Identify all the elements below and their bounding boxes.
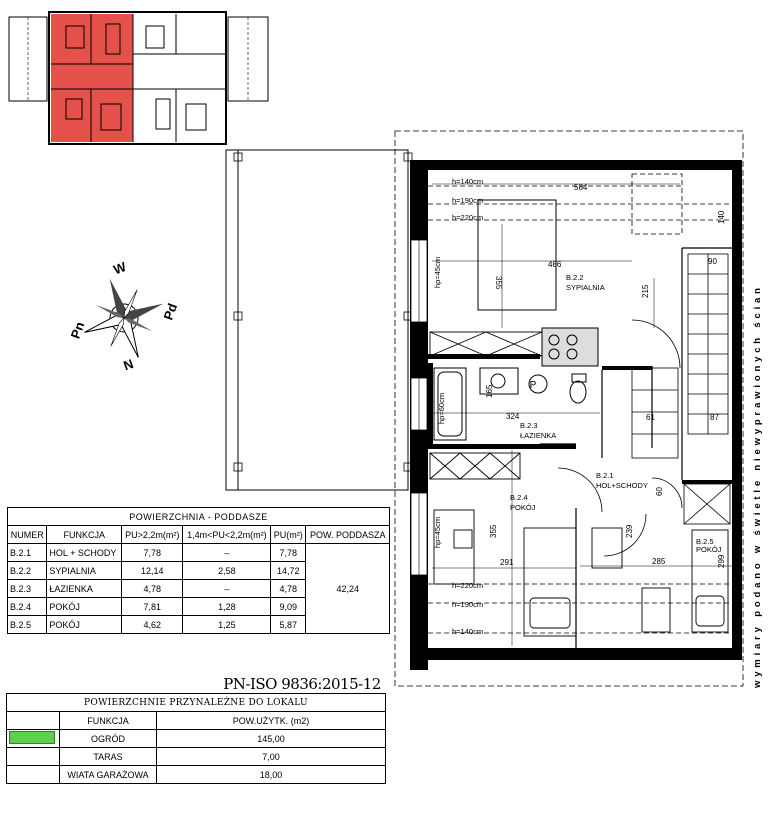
dim-60: 60 xyxy=(655,487,664,496)
cell: WIATA GARAŻOWA xyxy=(60,766,157,784)
side-note: wymiary podano w świetle niewyprawionych ścian xyxy=(752,287,763,688)
dim-61: 61 xyxy=(646,413,655,422)
cell: 9,09 xyxy=(271,598,306,616)
dim-285: 285 xyxy=(652,557,666,566)
h-top-2: h=190cm xyxy=(452,196,484,205)
room-b21-code: B.2.1 xyxy=(596,471,614,480)
dim-324: 324 xyxy=(506,412,520,421)
extra-table-header xyxy=(7,712,386,730)
compass-e: Pn xyxy=(67,319,88,341)
cell: B.2.2 xyxy=(8,562,47,580)
cell: 7,78 xyxy=(122,544,183,562)
h-top-3: h=220cm xyxy=(452,213,484,222)
dim-355b: 355 xyxy=(489,524,498,538)
h-bottom-2: h=190cm xyxy=(452,600,484,609)
cell: – xyxy=(183,580,271,598)
cell: 1,25 xyxy=(183,616,271,634)
room-b22-name: SYPIALNIA xyxy=(566,283,605,292)
cell: 18,00 xyxy=(157,766,386,784)
cell: SYPIALNIA xyxy=(47,562,122,580)
table-row xyxy=(7,748,386,766)
room-b24-code: B.2.4 xyxy=(510,493,528,502)
cell: POKÓJ xyxy=(47,598,122,616)
parking-symbol: P xyxy=(529,380,537,391)
header-funkcja: FUNKCJA xyxy=(47,526,122,544)
cell: 2,58 xyxy=(183,562,271,580)
header-pow-uzytk: POW.UŻYTK. (m2) xyxy=(157,712,386,730)
table-row xyxy=(7,730,386,748)
floor-plan xyxy=(392,128,768,688)
h-bottom-3: h=140cm xyxy=(452,627,484,636)
cell: OGRÓD xyxy=(60,730,157,748)
header-pu-over: PU>2,2m(m²) xyxy=(122,526,183,544)
terrace-outline xyxy=(220,144,416,496)
room-b22-code: B.2.2 xyxy=(566,273,584,282)
dim-90: 90 xyxy=(708,257,717,266)
compass-w: W xyxy=(111,258,129,278)
area-table-title: POWIERZCHNIA - PODDASZE xyxy=(8,508,390,526)
cell: 7,81 xyxy=(122,598,183,616)
room-b25-code: B.2.5 xyxy=(696,537,714,546)
dim-291: 291 xyxy=(500,558,514,567)
cell: 1,28 xyxy=(183,598,271,616)
table-row xyxy=(8,544,390,562)
cell: 4,78 xyxy=(122,580,183,598)
key-plan xyxy=(6,4,276,148)
cell xyxy=(7,766,60,784)
header-pu-between: 1,4m<PU<2,2m(m²) xyxy=(183,526,271,544)
room-b24-name: POKÓJ xyxy=(510,503,536,512)
area-table-header xyxy=(8,526,390,544)
cell xyxy=(7,748,60,766)
norm-label: PN-ISO 9836:2015-12 xyxy=(223,675,381,693)
h-bottom-1: h=220cm xyxy=(452,581,484,590)
cell: 145,00 xyxy=(157,730,386,748)
dim-299: 299 xyxy=(717,554,726,568)
window-label-3: hp=45cm xyxy=(433,516,442,548)
window-label-2: hp=60cm xyxy=(437,392,446,424)
cell: POKÓJ xyxy=(47,616,122,634)
extra-areas-table xyxy=(6,693,386,784)
room-b25-name: POKÓJ xyxy=(696,545,722,554)
area-table xyxy=(7,507,390,634)
dim-355a: 355 xyxy=(494,276,503,290)
header-pow-poddasza: POW. PODDASZA xyxy=(306,526,390,544)
cell: TARAS xyxy=(60,748,157,766)
compass-rose xyxy=(66,258,186,378)
room-b21-name: HOL+SCHODY xyxy=(596,481,648,490)
header-pu: PU(m²) xyxy=(271,526,306,544)
table-row xyxy=(7,766,386,784)
dim-486: 486 xyxy=(548,260,562,269)
dim-140: 140 xyxy=(717,210,726,224)
dim-165: 165 xyxy=(485,384,494,398)
cell: 5,87 xyxy=(271,616,306,634)
room-b23-code: B.2.3 xyxy=(520,421,538,430)
dim-584: 584 xyxy=(574,183,588,192)
total-area: 42,24 xyxy=(306,544,390,634)
cell: B.2.3 xyxy=(8,580,47,598)
compass-s: Pd xyxy=(160,301,181,323)
cell: 7,78 xyxy=(271,544,306,562)
cell: HOL + SCHODY xyxy=(47,544,122,562)
dim-87: 87 xyxy=(710,413,719,422)
cell: B.2.4 xyxy=(8,598,47,616)
cell: 7,00 xyxy=(157,748,386,766)
cell: 12,14 xyxy=(122,562,183,580)
extra-table-title: POWIERZCHNIE PRZYNALEŻNE DO LOKALU xyxy=(7,694,386,712)
h-top-1: h=140cm xyxy=(452,177,484,186)
compass-n: N xyxy=(121,355,136,374)
cell: ŁAZIENKA xyxy=(47,580,122,598)
cell: 14,72 xyxy=(271,562,306,580)
header-funkcja: FUNKCJA xyxy=(60,712,157,730)
header-numer: NUMER xyxy=(8,526,47,544)
swatch-col xyxy=(7,712,60,730)
dim-239: 239 xyxy=(625,524,634,538)
cell: – xyxy=(183,544,271,562)
cell: B.2.1 xyxy=(8,544,47,562)
dim-215: 215 xyxy=(641,284,650,298)
garden-swatch xyxy=(7,730,60,748)
cell: B.2.5 xyxy=(8,616,47,634)
window-label-1: hp=45cm xyxy=(433,256,442,288)
cell: 4,78 xyxy=(271,580,306,598)
room-b23-name: ŁAZIENKA xyxy=(520,431,557,440)
cell: 4,62 xyxy=(122,616,183,634)
